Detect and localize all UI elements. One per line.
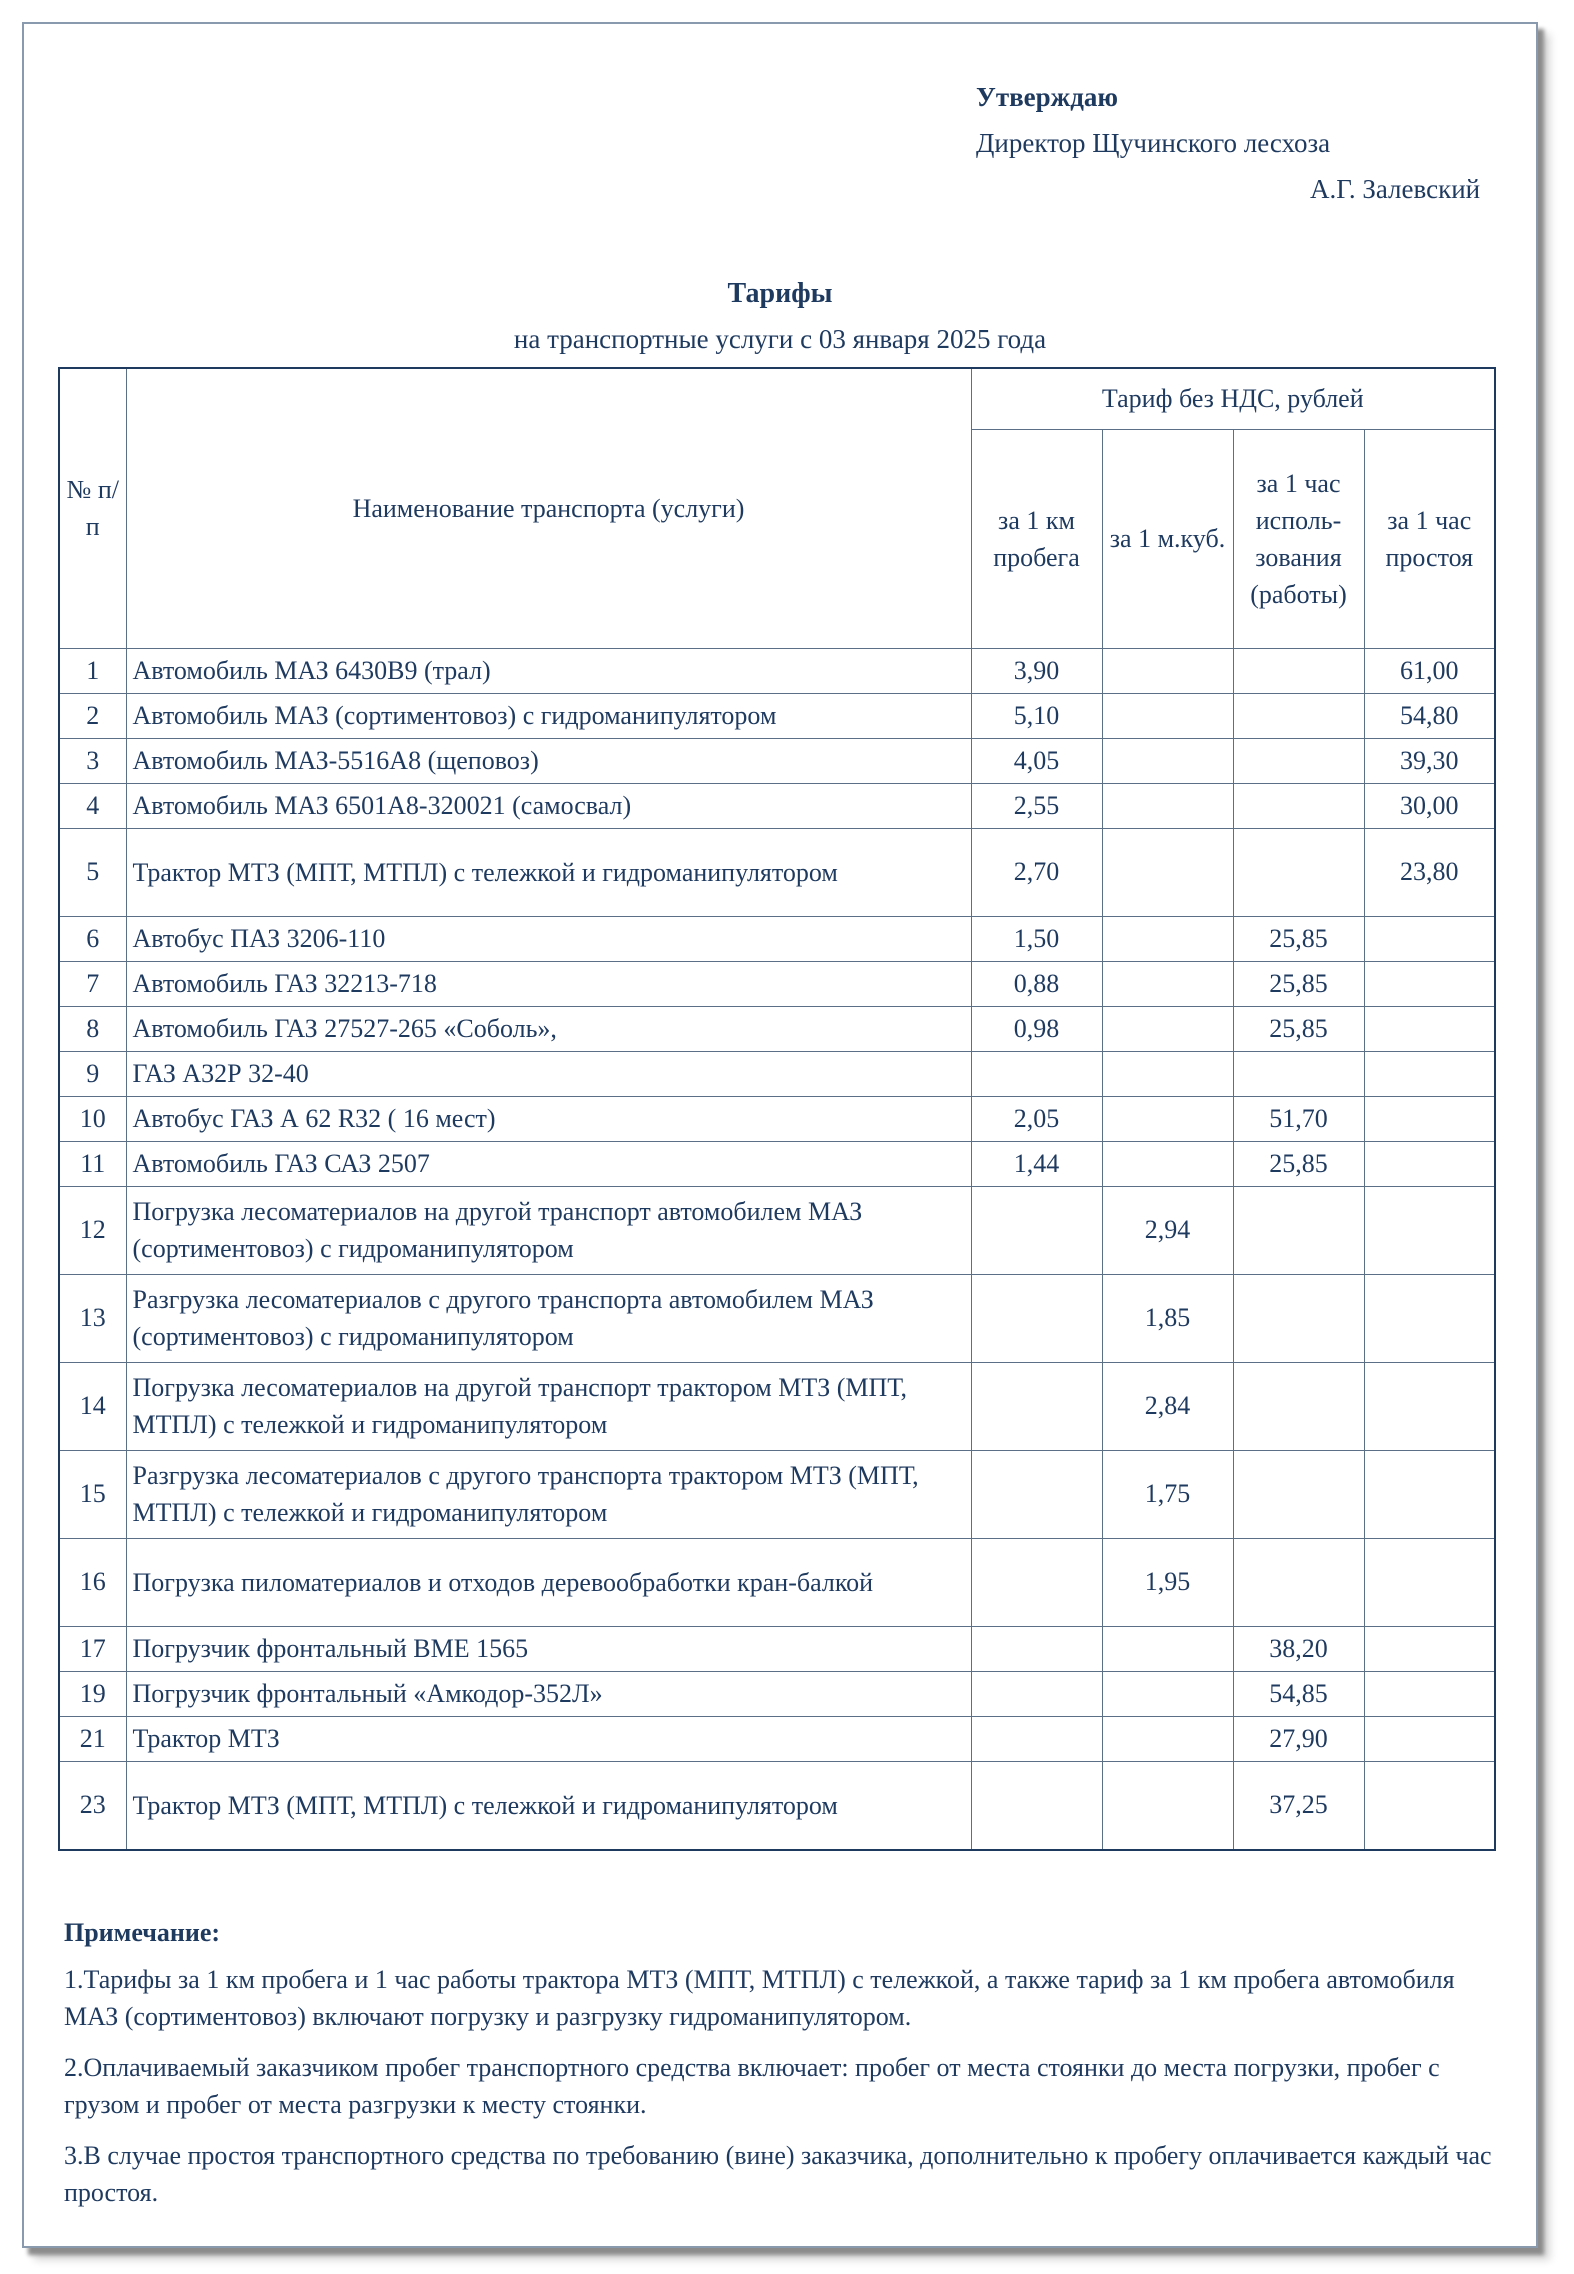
- row-name: Погрузка пиломатериалов и отходов деревообработки кран-балкой: [126, 1538, 971, 1626]
- row-number: 4: [59, 783, 126, 828]
- row-per-m3: [1102, 648, 1233, 693]
- row-per-hour-idle: [1364, 916, 1495, 961]
- row-per-km: 5,10: [971, 693, 1102, 738]
- row-per-hour-work: [1233, 738, 1364, 783]
- row-per-km: [971, 1274, 1102, 1362]
- row-per-hour-idle: 61,00: [1364, 648, 1495, 693]
- row-number: 17: [59, 1626, 126, 1671]
- row-per-hour-work: 25,85: [1233, 916, 1364, 961]
- notes-block: [64, 1914, 1504, 2225]
- row-per-km: [971, 1716, 1102, 1761]
- row-per-km: [971, 1538, 1102, 1626]
- document-title: Тарифы: [727, 278, 833, 309]
- row-name: Погрузка лесоматериалов на другой транспорт трактором МТЗ (МПТ, МТПЛ) с тележкой и гидроманипулятором: [126, 1362, 971, 1450]
- header-per-hour-idle: за 1 час простоя: [1364, 429, 1495, 648]
- table-row: [59, 828, 1495, 916]
- approval-name: А.Г. Залевский: [1310, 174, 1481, 204]
- row-number: 14: [59, 1362, 126, 1450]
- table-row: [59, 1274, 1495, 1362]
- row-per-m3: [1102, 1141, 1233, 1186]
- row-name: Разгрузка лесоматериалов с другого транспорта автомобилем МАЗ (сортиментовоз) с гидроманипулятором: [126, 1274, 971, 1362]
- row-per-km: [971, 1362, 1102, 1450]
- header-per-m3: за 1 м.куб.: [1102, 429, 1233, 648]
- row-number: 21: [59, 1716, 126, 1761]
- row-per-km: 3,90: [971, 648, 1102, 693]
- row-per-hour-work: [1233, 783, 1364, 828]
- row-per-km: 0,98: [971, 1006, 1102, 1051]
- row-number: 5: [59, 828, 126, 916]
- table-row: [59, 1362, 1495, 1450]
- row-per-hour-work: [1233, 1274, 1364, 1362]
- row-per-hour-idle: [1364, 1006, 1495, 1051]
- table-row: [59, 916, 1495, 961]
- row-per-m3: 2,84: [1102, 1362, 1233, 1450]
- row-number: 3: [59, 738, 126, 783]
- row-per-hour-idle: [1364, 961, 1495, 1006]
- row-per-hour-work: 51,70: [1233, 1096, 1364, 1141]
- table-row: [59, 1761, 1495, 1850]
- approval-title: Утверждаю: [976, 82, 1119, 112]
- table-row: [59, 1538, 1495, 1626]
- row-per-km: 0,88: [971, 961, 1102, 1006]
- row-per-hour-idle: [1364, 1716, 1495, 1761]
- row-name: Автомобиль МАЗ 6430В9 (трал): [126, 648, 971, 693]
- row-per-m3: [1102, 1626, 1233, 1671]
- header-tariff-group: Тариф без НДС, рублей: [971, 368, 1495, 429]
- table-row: [59, 738, 1495, 783]
- row-per-hour-idle: [1364, 1450, 1495, 1538]
- row-number: 10: [59, 1096, 126, 1141]
- row-per-km: 2,05: [971, 1096, 1102, 1141]
- row-per-km: [971, 1671, 1102, 1716]
- table-row: [59, 961, 1495, 1006]
- row-per-hour-work: 37,25: [1233, 1761, 1364, 1850]
- row-per-m3: [1102, 738, 1233, 783]
- row-per-hour-idle: [1364, 1671, 1495, 1716]
- row-number: 7: [59, 961, 126, 1006]
- row-per-m3: [1102, 1096, 1233, 1141]
- header-per-km: за 1 км пробега: [971, 429, 1102, 648]
- approval-block: [976, 74, 1480, 212]
- row-per-hour-work: 25,85: [1233, 1006, 1364, 1051]
- row-per-hour-idle: 39,30: [1364, 738, 1495, 783]
- row-per-hour-work: [1233, 828, 1364, 916]
- row-name: Трактор МТЗ (МПТ, МТПЛ) с тележкой и гидроманипулятором: [126, 828, 971, 916]
- row-per-m3: [1102, 1716, 1233, 1761]
- row-name: Автомобиль ГАЗ 27527-265 «Соболь»,: [126, 1006, 971, 1051]
- row-per-km: 2,70: [971, 828, 1102, 916]
- row-per-hour-idle: [1364, 1141, 1495, 1186]
- row-per-hour-work: [1233, 1362, 1364, 1450]
- row-name: Погрузка лесоматериалов на другой транспорт автомобилем МАЗ (сортиментовоз) с гидроманипулятором: [126, 1186, 971, 1274]
- row-number: 1: [59, 648, 126, 693]
- row-per-hour-idle: [1364, 1186, 1495, 1274]
- row-per-hour-work: 27,90: [1233, 1716, 1364, 1761]
- row-name: ГАЗ А32Р 32-40: [126, 1051, 971, 1096]
- row-number: 2: [59, 693, 126, 738]
- row-per-m3: [1102, 828, 1233, 916]
- approval-position: Директор Щучинского лесхоза: [976, 128, 1331, 158]
- table-row: [59, 1626, 1495, 1671]
- row-name: Автомобиль МАЗ (сортиментовоз) с гидроманипулятором: [126, 693, 971, 738]
- row-per-km: 1,44: [971, 1141, 1102, 1186]
- document-subtitle: на транспортные услуги с 03 января 2025 года: [513, 324, 1047, 354]
- row-per-m3: [1102, 783, 1233, 828]
- row-per-km: 1,50: [971, 916, 1102, 961]
- row-name: Автомобиль ГАЗ 32213-718: [126, 961, 971, 1006]
- row-per-hour-idle: 23,80: [1364, 828, 1495, 916]
- table-row: [59, 648, 1495, 693]
- row-per-m3: 2,94: [1102, 1186, 1233, 1274]
- table-row: [59, 693, 1495, 738]
- document-sheet: [22, 22, 1538, 2248]
- row-per-m3: [1102, 916, 1233, 961]
- row-per-hour-idle: [1364, 1538, 1495, 1626]
- notes-title: Примечание:: [64, 1918, 221, 1947]
- row-name: Автомобиль МАЗ 6501А8-320021 (самосвал): [126, 783, 971, 828]
- table-row: [59, 1716, 1495, 1761]
- table-row: [59, 1006, 1495, 1051]
- table-row: [59, 1141, 1495, 1186]
- table-row: [59, 1051, 1495, 1096]
- row-per-m3: [1102, 1051, 1233, 1096]
- row-name: Автомобиль МАЗ-5516А8 (щеповоз): [126, 738, 971, 783]
- row-name: Автомобиль ГАЗ САЗ 2507: [126, 1141, 971, 1186]
- row-per-hour-work: [1233, 693, 1364, 738]
- row-number: 15: [59, 1450, 126, 1538]
- table-row: [59, 1671, 1495, 1716]
- row-per-hour-work: 25,85: [1233, 1141, 1364, 1186]
- row-per-m3: [1102, 1006, 1233, 1051]
- row-name: Трактор МТЗ: [126, 1716, 971, 1761]
- row-per-km: [971, 1626, 1102, 1671]
- row-name: Разгрузка лесоматериалов с другого транспорта трактором МТЗ (МПТ, МТПЛ) с тележкой и гидроманипулятором: [126, 1450, 971, 1538]
- row-per-m3: 1,95: [1102, 1538, 1233, 1626]
- row-per-m3: [1102, 1671, 1233, 1716]
- row-per-hour-idle: [1364, 1051, 1495, 1096]
- row-per-km: [971, 1051, 1102, 1096]
- row-per-hour-idle: [1364, 1274, 1495, 1362]
- row-per-hour-idle: [1364, 1362, 1495, 1450]
- row-per-km: 4,05: [971, 738, 1102, 783]
- note-item: 1.Тарифы за 1 км пробега и 1 час работы трактора МТЗ (МПТ, МТПЛ) с тележкой, а также тариф за 1 км пробега автомобиля МАЗ (сортиментовоз) включают погрузку и разгрузку гидроманипулятором.: [64, 1965, 1455, 2031]
- row-per-hour-work: 38,20: [1233, 1626, 1364, 1671]
- row-name: Автобус ПАЗ 3206-110: [126, 916, 971, 961]
- row-per-hour-work: [1233, 1450, 1364, 1538]
- row-number: 11: [59, 1141, 126, 1186]
- row-per-hour-work: [1233, 1186, 1364, 1274]
- tariffs-table: [58, 367, 1496, 1851]
- row-per-km: [971, 1450, 1102, 1538]
- row-name: Автобус ГАЗ А 62 R32 ( 16 мест): [126, 1096, 971, 1141]
- table-row: [59, 783, 1495, 828]
- header-per-hour-work: за 1 час исполь-зования (работы): [1233, 429, 1364, 648]
- note-item: 3.В случае простоя транспортного средства по требованию (вине) заказчика, дополнительно к пробегу оплачивается каждый час простоя.: [64, 2141, 1492, 2207]
- row-number: 9: [59, 1051, 126, 1096]
- table-header-row: [59, 368, 1495, 429]
- row-number: 23: [59, 1761, 126, 1850]
- row-per-hour-idle: [1364, 1761, 1495, 1850]
- row-per-hour-work: 25,85: [1233, 961, 1364, 1006]
- row-name: Погрузчик фронтальный ВМЕ 1565: [126, 1626, 971, 1671]
- header-num: № п/п: [59, 368, 126, 648]
- row-per-hour-work: 54,85: [1233, 1671, 1364, 1716]
- row-per-m3: [1102, 693, 1233, 738]
- row-per-hour-work: [1233, 648, 1364, 693]
- row-name: Трактор МТЗ (МПТ, МТПЛ) с тележкой и гидроманипулятором: [126, 1761, 971, 1850]
- row-number: 16: [59, 1538, 126, 1626]
- row-per-km: [971, 1761, 1102, 1850]
- row-per-hour-idle: [1364, 1626, 1495, 1671]
- row-name: Погрузчик фронтальный «Амкодор-352Л»: [126, 1671, 971, 1716]
- row-per-hour-idle: 30,00: [1364, 783, 1495, 828]
- row-per-hour-idle: 54,80: [1364, 693, 1495, 738]
- table-row: [59, 1186, 1495, 1274]
- row-per-km: [971, 1186, 1102, 1274]
- row-number: 13: [59, 1274, 126, 1362]
- row-per-m3: [1102, 1761, 1233, 1850]
- row-per-m3: [1102, 961, 1233, 1006]
- table-row: [59, 1450, 1495, 1538]
- row-per-hour-work: [1233, 1051, 1364, 1096]
- header-name: Наименование транспорта (услуги): [126, 368, 971, 648]
- row-per-m3: 1,85: [1102, 1274, 1233, 1362]
- note-item: 2.Оплачиваемый заказчиком пробег транспортного средства включает: пробег от места стоянки до места погрузки, пробег с грузом и пробег от места разгрузки к месту стоянки.: [64, 2053, 1440, 2119]
- row-per-km: 2,55: [971, 783, 1102, 828]
- row-number: 12: [59, 1186, 126, 1274]
- row-per-m3: 1,75: [1102, 1450, 1233, 1538]
- row-number: 8: [59, 1006, 126, 1051]
- row-per-hour-idle: [1364, 1096, 1495, 1141]
- row-number: 19: [59, 1671, 126, 1716]
- row-per-hour-work: [1233, 1538, 1364, 1626]
- table-body: [59, 648, 1495, 1850]
- table-row: [59, 1096, 1495, 1141]
- row-number: 6: [59, 916, 126, 961]
